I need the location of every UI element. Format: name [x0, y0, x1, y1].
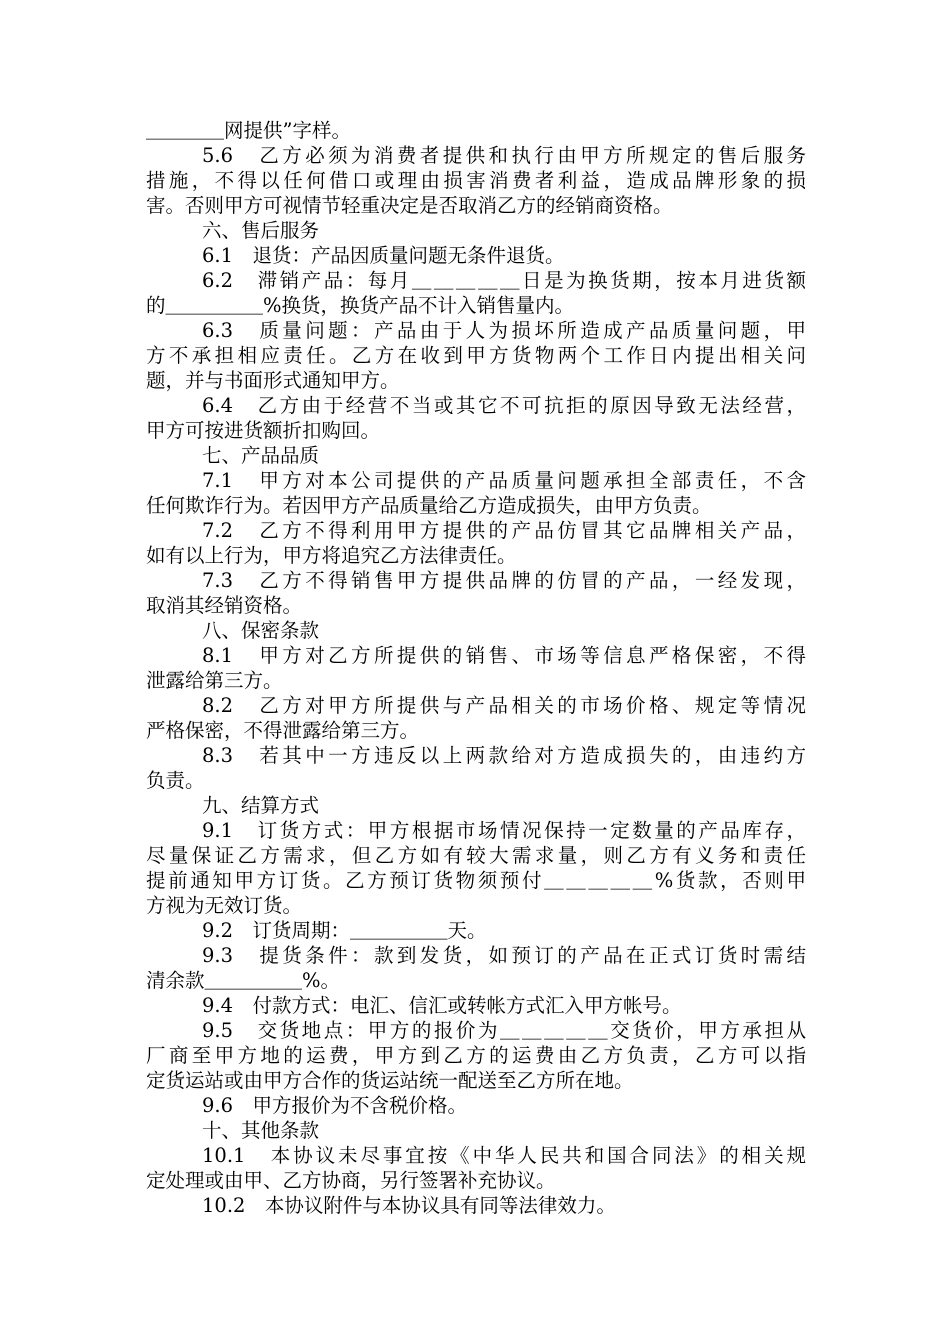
text-line: 9.4 付款方式：电汇、信汇或转帐方式汇入甲方帐号。 [202, 994, 682, 1017]
text-line: 8.2 乙方对甲方所提供与产品相关的市场价格、规定等情况 [202, 694, 806, 717]
text-line: 8.1 甲方对乙方所提供的销售、市场等信息严格保密，不得 [202, 644, 806, 667]
text-line: 取消其经销资格。 [146, 594, 303, 617]
text-line: 六、售后服务 [202, 219, 320, 242]
text-line: 10.1 本协议未尽事宜按《中华人民共和国合同法》的相关规 [202, 1144, 806, 1167]
text-line: 清余款＿＿＿＿＿%。 [146, 969, 341, 992]
text-line: 9.1 订货方式：甲方根据市场情况保持一定数量的产品库存， [202, 819, 806, 842]
text-line: 严格保密，不得泄露给第三方。 [146, 719, 420, 742]
text-line: 七、产品品质 [202, 444, 320, 467]
text-line: 任何欺诈行为。若因甲方产品质量给乙方造成损失，由甲方负责。 [146, 494, 712, 517]
text-line: 7.1 甲方对本公司提供的产品质量问题承担全部责任，不含 [202, 469, 806, 492]
text-line: ＿＿＿＿网提供”字样。 [146, 119, 351, 142]
text-line: 5.6 乙方必须为消费者提供和执行由甲方所规定的售后服务 [202, 144, 806, 167]
text-line: 9.6 甲方报价为不含税价格。 [202, 1094, 468, 1117]
text-line: 措施，不得以任何借口或理由损害消费者利益，造成品牌形象的损 [146, 169, 806, 192]
text-line: 九、结算方式 [202, 794, 320, 817]
text-line: 八、保密条款 [202, 619, 320, 642]
text-line: 的＿＿＿＿＿%换货，换货产品不计入销售量内。 [146, 294, 575, 317]
text-line: 如有以上行为，甲方将追究乙方法律责任。 [146, 544, 517, 567]
text-line: 6.3 质量问题：产品由于人为损坏所造成产品质量问题，甲 [202, 319, 806, 342]
text-line: 方视为无效订货。 [146, 894, 303, 917]
text-line: 提前通知甲方订货。乙方预订货物须预付＿＿＿＿＿%货款，否则甲 [146, 869, 806, 892]
text-line: 8.3 若其中一方违反以上两款给对方造成损失的，由违约方 [202, 744, 806, 767]
text-line: 10.2 本协议附件与本协议具有同等法律效力。 [202, 1194, 616, 1217]
text-line: 6.4 乙方由于经营不当或其它不可抗拒的原因导致无法经营， [202, 394, 806, 417]
text-line: 7.3 乙方不得销售甲方提供品牌的仿冒的产品，一经发现， [202, 569, 806, 592]
text-line: 9.3 提货条件：款到发货，如预订的产品在正式订货时需结 [202, 944, 806, 967]
text-line: 负责。 [146, 769, 205, 792]
text-line: 7.2 乙方不得利用甲方提供的产品仿冒其它品牌相关产品， [202, 519, 806, 542]
text-line: 6.1 退货：产品因质量问题无条件退货。 [202, 244, 565, 267]
text-line: 害。否则甲方可视情节轻重决定是否取消乙方的经销商资格。 [146, 194, 673, 217]
text-line: 十、其他条款 [202, 1119, 320, 1142]
text-line: 定处理或由甲、乙方协商，另行签署补充协议。 [146, 1169, 556, 1192]
text-line: 方不承担相应责任。乙方在收到甲方货物两个工作日内提出相关问 [146, 344, 806, 367]
text-line: 厂商至甲方地的运费，甲方到乙方的运费由乙方负责，乙方可以指 [146, 1044, 806, 1067]
text-line: 尽量保证乙方需求，但乙方如有较大需求量，则乙方有义务和责任 [146, 844, 806, 867]
text-line: 9.2 订货周期：＿＿＿＿＿天。 [202, 919, 487, 942]
text-line: 9.5 交货地点：甲方的报价为＿＿＿＿＿交货价，甲方承担从 [202, 1019, 806, 1042]
text-line: 6.2 滞销产品：每月＿＿＿＿＿日是为换货期，按本月进货额 [202, 269, 806, 292]
text-line: 甲方可按进货额折扣购回。 [146, 419, 381, 442]
text-line: 定货运站或由甲方合作的货运站统一配送至乙方所在地。 [146, 1069, 634, 1092]
text-line: 题，并与书面形式通知甲方。 [146, 369, 400, 392]
text-line: 泄露给第三方。 [146, 669, 283, 692]
contract-page [146, 118, 806, 1218]
